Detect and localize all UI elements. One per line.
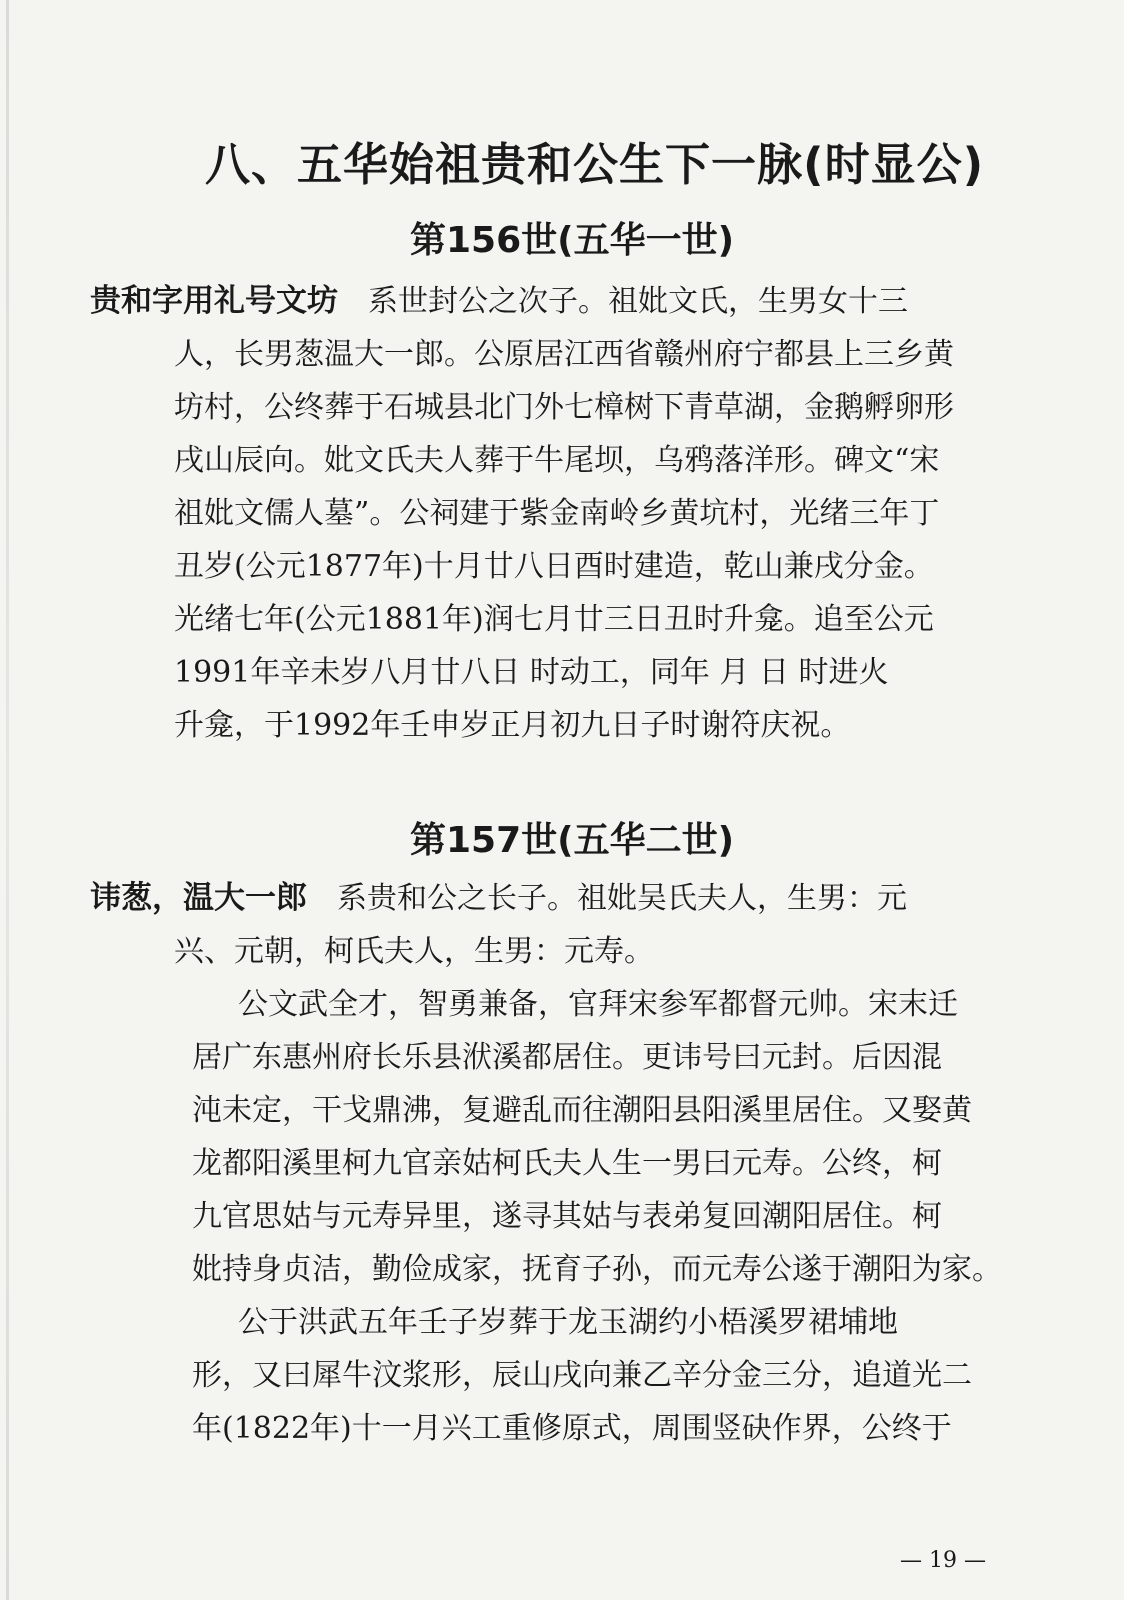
body-line: 兴、元朝，柯氏夫人，生男：元寿。 (174, 934, 654, 969)
body-line: 沌未定，干戈鼎沸，复避乱而往潮阳县阳溪里居住。又娶黄 (192, 1093, 972, 1128)
entry-156 (90, 275, 1030, 752)
body-line: 妣持身贞洁，勤俭成家，抚育子孙，而元寿公遂于潮阳为家。 (192, 1252, 1002, 1287)
body-line: 公文武全才，智勇兼备，官拜宋参军都督元帅。宋末迁 (238, 987, 958, 1022)
body-line: 光绪七年(公元1881年)润七月廿三日丑时升龛。追至公元 (174, 602, 934, 637)
body-line: 1991年辛未岁八月廿八日 时动工，同年 月 日 时进火 (174, 655, 889, 690)
section-heading-157: 第157世(五华二世) (409, 820, 735, 861)
body-line: 系贵和公之长子。祖妣吴氏夫人，生男：元 (337, 881, 907, 916)
body-line: 形，又曰犀牛汶浆形，辰山戌向兼乙辛分金三分，追道光二 (192, 1358, 972, 1393)
body-line: 戌山辰向。妣文氏夫人葬于牛尾坝，乌鸦落洋形。碑文“宋 (174, 443, 940, 478)
body-line: 系世封公之次子。祖妣文氏，生男女十三 (368, 284, 908, 319)
body-line: 年(1822年)十一月兴工重修原式，周围竖砄作界，公终于 (192, 1411, 952, 1446)
body-line: 龙都阳溪里柯九官亲姑柯氏夫人生一男曰元寿。公终，柯 (192, 1146, 942, 1181)
entry-first-line (90, 872, 1030, 925)
entry-first-line (90, 275, 1030, 328)
body-line: 祖妣文儒人墓”。公祠建于紫金南岭乡黄坑村，光绪三年丁 (174, 496, 940, 531)
binding-edge (6, 0, 9, 1600)
body-line: 升龛，于1992年壬申岁正月初九日子时谢符庆祝。 (174, 708, 851, 743)
ancestor-name: 讳葱，温大一郎 (90, 880, 307, 916)
section-heading-156: 第156世(五华一世) (409, 220, 735, 261)
body-line: 人，长男葱温大一郎。公原居江西省赣州府宁都县上三乡黄 (174, 337, 954, 372)
chapter-title: 八、五华始祖贵和公生下一脉(时显公) (205, 138, 985, 191)
entry-157 (90, 872, 1030, 1455)
body-line: 居广东惠州府长乐县洑溪都居住。更讳号曰元封。后因混 (192, 1040, 942, 1075)
body-line: 九官思姑与元寿异里，遂寻其姑与表弟复回潮阳居住。柯 (192, 1199, 942, 1234)
page-number: — 19 — (900, 1548, 986, 1573)
body-line: 公于洪武五年壬子岁葬于龙玉湖约小梧溪罗裙埔地 (238, 1305, 898, 1340)
body-line: 丑岁(公元1877年)十月廿八日酉时建造，乾山兼戌分金。 (174, 549, 934, 584)
ancestor-name: 贵和字用礼号文坊 (90, 283, 338, 319)
body-line: 坊村，公终葬于石城县北门外七樟树下青草湖，金鹅孵卵形 (174, 390, 954, 425)
